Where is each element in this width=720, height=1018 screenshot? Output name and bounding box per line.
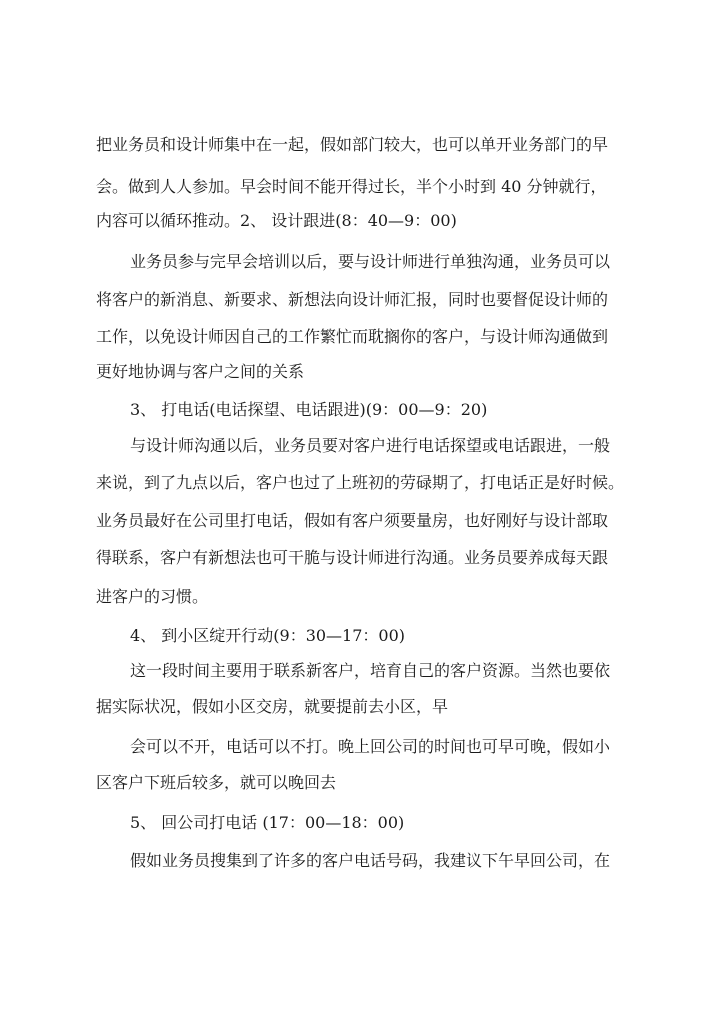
section-heading: 5、 回公司打电话 (17：00—18：00) (130, 813, 405, 832)
text-line: 内容可以循环推动。2、 设计跟进(8：40—9：00) (96, 211, 457, 230)
text-line: 会。做到人人参加。早会时间不能开得过长，半个小时到 40 分钟就行， (96, 177, 607, 196)
text-line: 工作，以免设计师因自己的工作繁忙而耽搁你的客户，与设计师沟通做到 (96, 327, 609, 346)
text-line: 得联系，客户有新想法也可干脆与设计师进行沟通。业务员要养成每天跟 (96, 548, 609, 567)
text-line: 业务员参与完早会培训以后，要与设计师进行单独沟通，业务员可以 (130, 252, 611, 271)
text-line: 区客户下班后较多，就可以晚回去 (96, 773, 337, 792)
text-line: 假如业务员搜集到了许多的客户电话号码，我建议下午早回公司，在 (130, 851, 611, 870)
text-line: 将客户的新消息、新要求、新想法向设计师汇报，同时也要督促设计师的 (96, 290, 609, 309)
text-line: 这一段时间主要用于联系新客户，培育自己的客户资源。当然也要依 (130, 661, 611, 680)
text-line: 业务员最好在公司里打电话，假如有客户须要量房，也好刚好与设计部取 (96, 511, 609, 530)
text-line: 来说，到了九点以后，客户也过了上班初的劳碌期了，打电话正是好时候。 (96, 473, 625, 492)
section-heading: 3、 打电话(电话探望、电话跟进)(9：00—9：20) (130, 400, 488, 419)
text-line: 会可以不开，电话可以不打。晚上回公司的时间也可早可晚，假如小 (130, 737, 611, 756)
text-line: 据实际状况，假如小区交房，就要提前去小区，早 (96, 697, 449, 716)
section-heading: 4、 到小区绽开行动(9：30—17：00) (130, 626, 406, 645)
text-line: 与设计师沟通以后，业务员要对客户进行电话探望或电话跟进，一般 (130, 436, 611, 455)
text-line: 更好地协调与客户之间的关系 (96, 362, 305, 381)
text-line: 把业务员和设计师集中在一起，假如部门较大，也可以单开业务部门的早 (96, 135, 609, 154)
text-line: 进客户的习惯。 (96, 587, 209, 606)
